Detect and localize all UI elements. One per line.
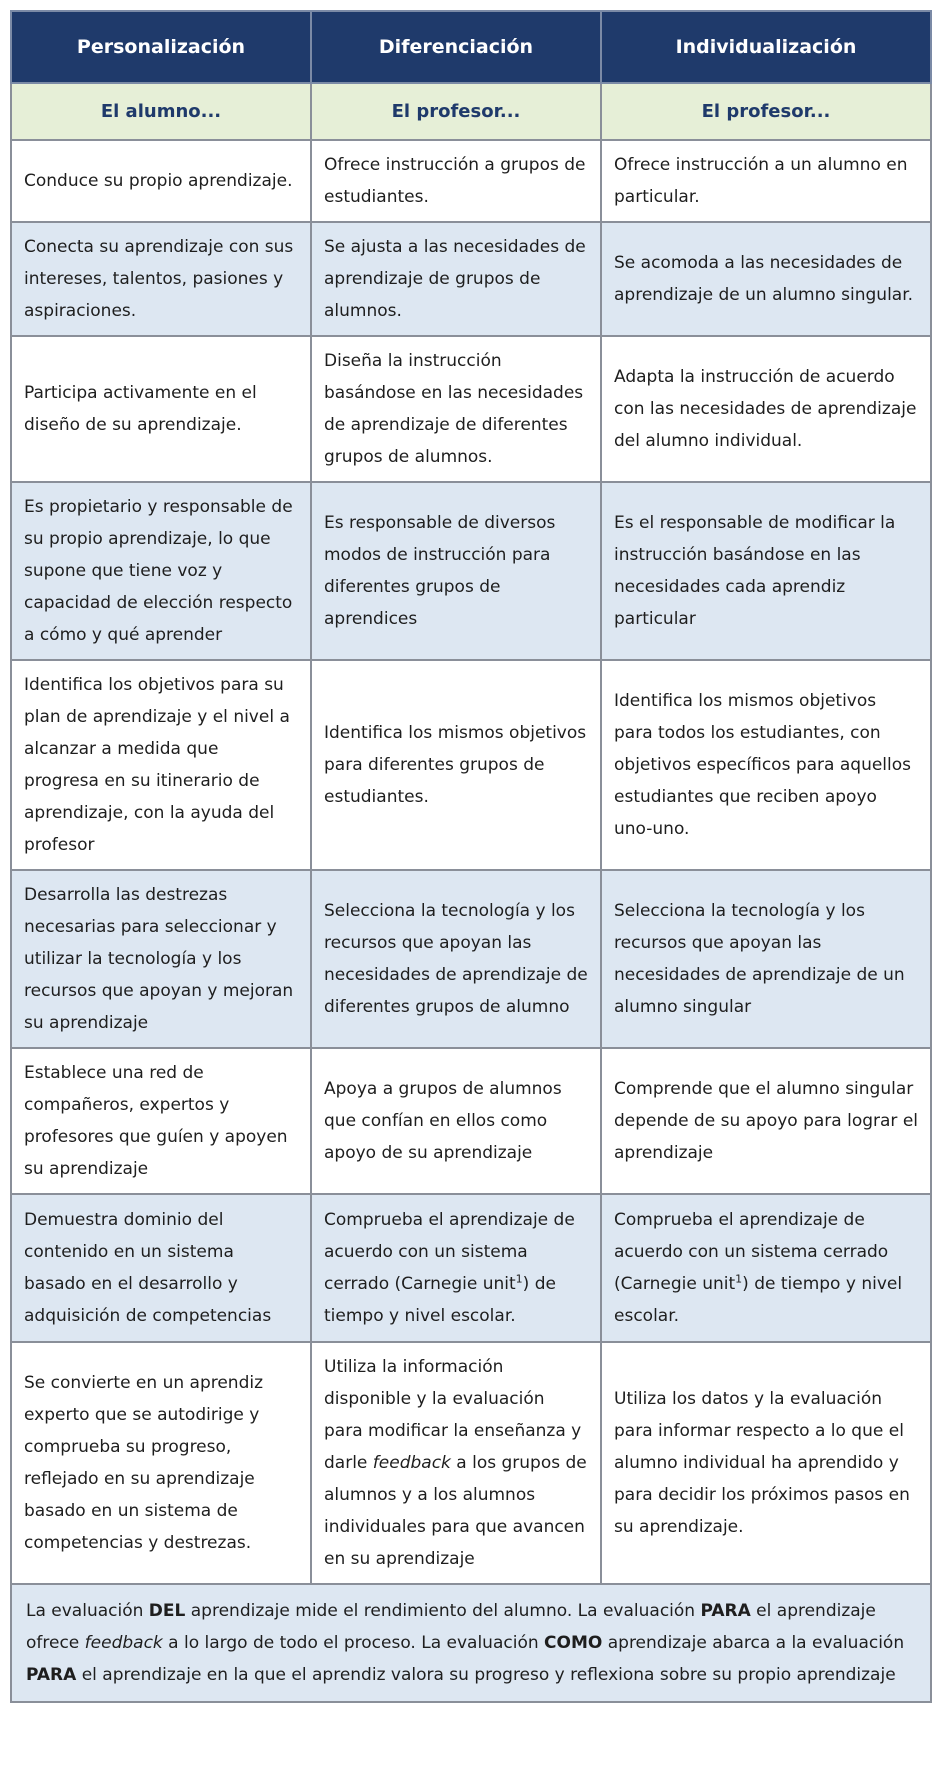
cell-diferenciacion: Ofrece instrucción a grupos de estudiantes. <box>311 140 601 222</box>
footer-text: aprendizaje mide el rendimiento del alumno. La evaluación <box>185 1601 701 1621</box>
cell-text: Utiliza la información disponible y la evaluación para modificar la enseñanza y darle <box>324 1357 582 1473</box>
cell-individualizacion: Ofrece instrucción a un alumno en particular. <box>601 140 931 222</box>
table-row <box>11 660 931 870</box>
table-row <box>11 1194 931 1342</box>
subheader-profesor-dif: El profesor... <box>311 83 601 140</box>
cell-text: a los grupos de alumnos y a los alumnos individuales para que avancen en su aprendizaje <box>324 1453 587 1569</box>
comparison-table <box>10 10 932 1703</box>
cell-individualizacion: Se acomoda a las necesidades de aprendizaje de un alumno singular. <box>601 222 931 336</box>
cell-personalizacion: Demuestra dominio del contenido en un sistema basado en el desarrollo y adquisición de competencias <box>11 1194 311 1342</box>
footer-text: La evaluación <box>26 1601 149 1621</box>
cell-personalizacion: Conduce su propio aprendizaje. <box>11 140 311 222</box>
cell-diferenciacion: Identifica los mismos objetivos para diferentes grupos de estudiantes. <box>311 660 601 870</box>
footer-bold: DEL <box>148 1601 186 1621</box>
footer-text: a lo largo de todo el proceso. La evaluación <box>162 1633 545 1653</box>
cell-individualizacion: Comprende que el alumno singular depende de su apoyo para lograr el aprendizaje <box>601 1048 931 1194</box>
cell-personalizacion: Desarrolla las destrezas necesarias para seleccionar y utilizar la tecnología y los recursos que apoyan y mejoran su aprendizaje <box>11 870 311 1048</box>
header-personalizacion: Personalización <box>11 11 311 83</box>
footer-text: el aprendizaje ofrece <box>26 1601 876 1653</box>
cell-text: Comprueba el aprendizaje de acuerdo con un sistema cerrado (Carnegie unit <box>324 1210 575 1294</box>
cell-diferenciacion: Selecciona la tecnología y los recursos que apoyan las necesidades de aprendizaje de diferentes grupos de alumno <box>311 870 601 1048</box>
table-row <box>11 140 931 222</box>
subheader-profesor-ind: El profesor... <box>601 83 931 140</box>
cell-individualizacion: Adapta la instrucción de acuerdo con las necesidades de aprendizaje del alumno individual. <box>601 336 931 482</box>
header-individualizacion: Individualización <box>601 11 931 83</box>
cell-individualizacion: Identifica los mismos objetivos para todos los estudiantes, con objetivos específicos para aquellos estudiantes que reciben apoyo uno-uno. <box>601 660 931 870</box>
footer-bold: PARA <box>700 1601 751 1621</box>
table-row <box>11 1048 931 1194</box>
cell-text: ) de tiempo y nivel escolar. <box>324 1274 556 1326</box>
footer-bold: COMO <box>544 1633 603 1653</box>
table-row <box>11 336 931 482</box>
cell-personalizacion: Participa activamente en el diseño de su aprendizaje. <box>11 336 311 482</box>
table-row <box>11 222 931 336</box>
footer-italic: feedback <box>84 1633 163 1653</box>
cell-diferenciacion <box>311 1194 601 1342</box>
cell-personalizacion: Establece una red de compañeros, expertos y profesores que guíen y apoyen su aprendizaje <box>11 1048 311 1194</box>
subheader-alumno: El alumno... <box>11 83 311 140</box>
cell-individualizacion <box>601 1194 931 1342</box>
cell-text: ) de tiempo y nivel escolar. <box>614 1274 903 1326</box>
table-row <box>11 870 931 1048</box>
table-row <box>11 482 931 660</box>
cell-individualizacion: Selecciona la tecnología y los recursos que apoyan las necesidades de aprendizaje de un alumno singular <box>601 870 931 1048</box>
cell-diferenciacion: Apoya a grupos de alumnos que confían en ellos como apoyo de su aprendizaje <box>311 1048 601 1194</box>
footer-note <box>11 1584 931 1702</box>
cell-diferenciacion <box>311 1342 601 1584</box>
cell-diferenciacion: Se ajusta a las necesidades de aprendizaje de grupos de alumnos. <box>311 222 601 336</box>
footer-text: el aprendizaje en la que el aprendiz valora su progreso y reflexiona sobre su propio aprendizaje <box>76 1665 896 1685</box>
header-diferenciacion: Diferenciación <box>311 11 601 83</box>
header-row <box>11 11 931 83</box>
footnote-marker: 1 <box>515 1272 523 1286</box>
footnote-marker: 1 <box>735 1272 743 1286</box>
cell-personalizacion: Es propietario y responsable de su propio aprendizaje, lo que supone que tiene voz y capacidad de elección respecto a cómo y qué aprender <box>11 482 311 660</box>
cell-individualizacion: Es el responsable de modificar la instrucción basándose en las necesidades cada aprendiz particular <box>601 482 931 660</box>
cell-personalizacion: Conecta su aprendizaje con sus intereses, talentos, pasiones y aspiraciones. <box>11 222 311 336</box>
subheader-row <box>11 83 931 140</box>
cell-personalizacion: Se convierte en un aprendiz experto que se autodirige y comprueba su progreso, reflejado en su aprendizaje basado en un sistema de competencias y destrezas. <box>11 1342 311 1584</box>
footer-bold: PARA <box>26 1665 77 1685</box>
cell-diferenciacion: Diseña la instrucción basándose en las necesidades de aprendizaje de diferentes grupos de alumnos. <box>311 336 601 482</box>
cell-italic-text: feedback <box>372 1453 451 1473</box>
footer-text: aprendizaje abarca a la evaluación <box>602 1633 905 1653</box>
cell-personalizacion: Identifica los objetivos para su plan de aprendizaje y el nivel a alcanzar a medida que progresa en su itinerario de aprendizaje, con la ayuda del profesor <box>11 660 311 870</box>
footer-row <box>11 1584 931 1702</box>
cell-diferenciacion: Es responsable de diversos modos de instrucción para diferentes grupos de aprendices <box>311 482 601 660</box>
table-row <box>11 1342 931 1584</box>
cell-individualizacion: Utiliza los datos y la evaluación para informar respecto a lo que el alumno individual ha aprendido y para decidir los próximos pasos en su aprendizaje. <box>601 1342 931 1584</box>
cell-text: Comprueba el aprendizaje de acuerdo con un sistema cerrado (Carnegie unit <box>614 1210 889 1294</box>
